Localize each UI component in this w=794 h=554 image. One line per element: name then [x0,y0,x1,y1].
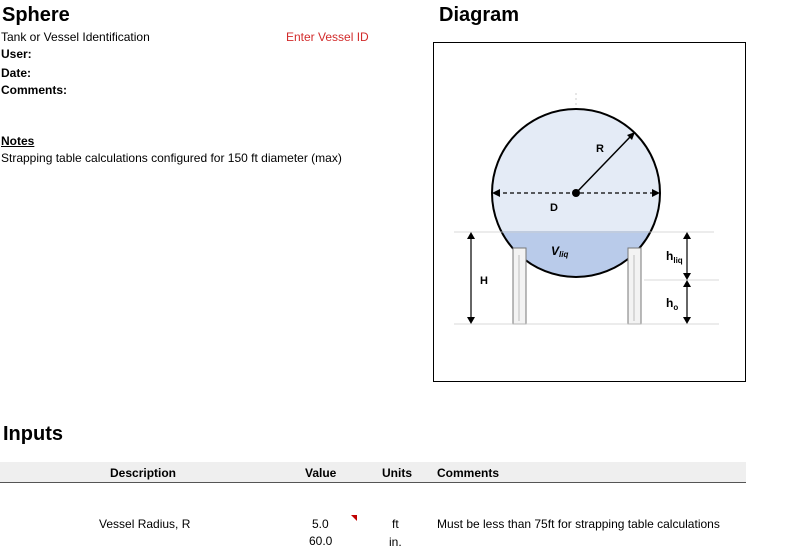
column-header-comments: Comments [437,466,500,480]
diameter-label: D [550,202,558,214]
height-arrow-top [467,232,475,239]
hliq-sub: liq [673,256,683,265]
user-label: User: [1,47,32,61]
notes-text: Strapping table calculations configured for 150 ft diameter (max) [1,151,342,165]
ho-arrow-top [683,280,691,287]
inputs-heading: Inputs [3,423,63,445]
diagram-heading: Diagram [439,4,520,26]
ho-main: h [666,296,674,310]
vliq-sub: liq [559,250,569,259]
ho-label [666,296,678,312]
right-leg [628,248,641,324]
radius-label: R [596,143,604,155]
notes-heading: Notes [1,134,35,148]
row-unit: ft [392,517,399,531]
column-header-value: Value [305,466,337,480]
height-arrow-bottom [467,317,475,324]
height-label: H [480,275,488,287]
hliq-label [666,249,683,265]
cell-comment-indicator[interactable] [351,515,357,521]
vessel-radius-inches: 60.0 [309,534,333,548]
diagram-frame [433,42,746,382]
row-description: Vessel Radius, R [99,517,191,531]
column-header-description: Description [110,466,177,480]
column-header-units: Units [382,466,412,480]
ho-sub: o [673,303,679,312]
tank-id-label: Tank or Vessel Identification [1,30,150,44]
vliq-main: V [551,244,560,258]
hliq-arrow-top [683,232,691,239]
date-label: Date: [1,66,32,80]
row-unit-secondary: in. [389,535,402,549]
hliq-main: h [666,249,674,263]
vessel-radius-input[interactable]: 5.0 [312,517,329,531]
hliq-arrow-bottom [683,273,691,280]
comments-label: Comments: [1,83,68,97]
sphere-diagram [434,43,747,383]
page-title: Sphere [2,4,70,26]
row-comment: Must be less than 75ft for strapping table calculations [437,517,720,531]
left-leg [513,248,526,324]
tank-id-input[interactable]: Enter Vessel ID [286,30,369,44]
center-point [572,189,580,197]
ho-arrow-bottom [683,317,691,324]
